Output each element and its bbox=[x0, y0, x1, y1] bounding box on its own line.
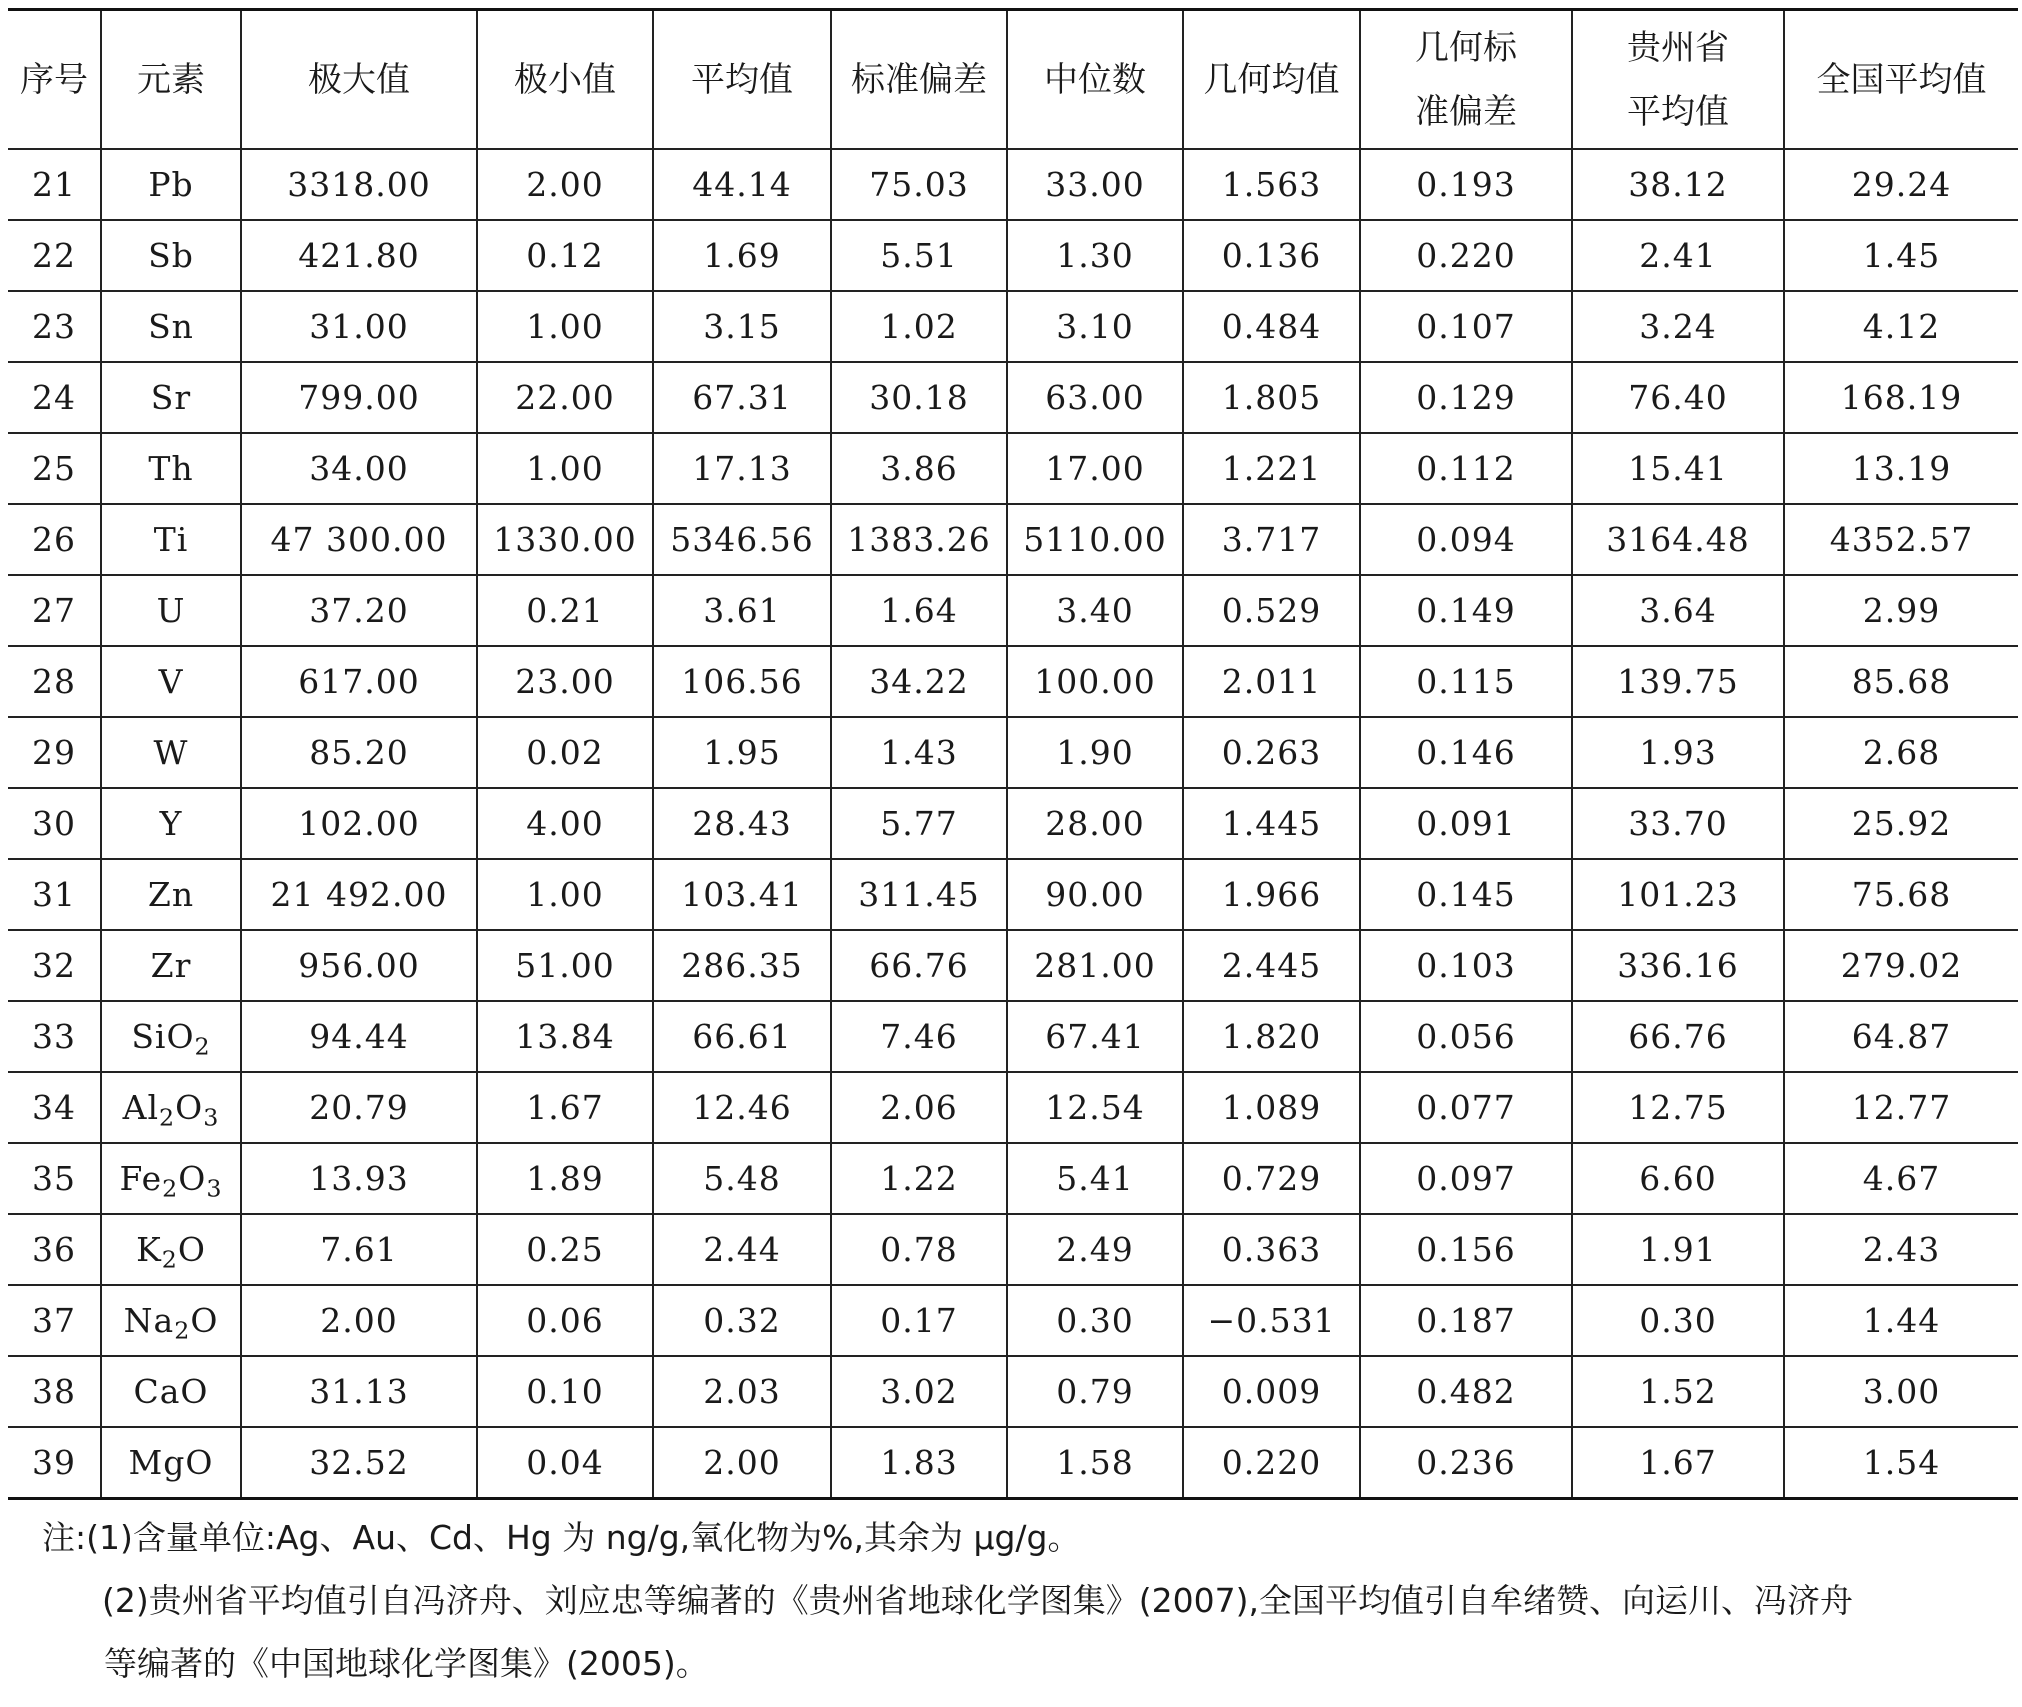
table-cell-min: 51.00 bbox=[477, 930, 653, 1001]
table-row bbox=[8, 433, 2018, 504]
table-cell-max: 47 300.00 bbox=[241, 504, 477, 575]
table-cell-geo-mean: −0.531 bbox=[1183, 1285, 1360, 1356]
table-row bbox=[8, 1214, 2018, 1285]
table-cell-median: 3.10 bbox=[1007, 291, 1183, 362]
table-cell-element: Zr bbox=[101, 930, 241, 1001]
table-cell-geo-std: 0.482 bbox=[1360, 1356, 1572, 1427]
table-cell-geo-mean: 0.263 bbox=[1183, 717, 1360, 788]
table-cell-guizhou: 1.91 bbox=[1572, 1214, 1784, 1285]
table-cell-national: 4.12 bbox=[1784, 291, 2018, 362]
table-cell-geo-mean: 1.221 bbox=[1183, 433, 1360, 504]
table-cell-geo-mean: 2.011 bbox=[1183, 646, 1360, 717]
table-cell-guizhou: 66.76 bbox=[1572, 1001, 1784, 1072]
formula-subscript: 2 bbox=[159, 1103, 176, 1132]
table-cell-geo-mean: 0.529 bbox=[1183, 575, 1360, 646]
table-cell-national: 4352.57 bbox=[1784, 504, 2018, 575]
table-cell-guizhou: 6.60 bbox=[1572, 1143, 1784, 1214]
table-cell-geo-std: 0.236 bbox=[1360, 1427, 1572, 1499]
table-cell-mean: 66.61 bbox=[653, 1001, 831, 1072]
table-cell-mean: 12.46 bbox=[653, 1072, 831, 1143]
table-cell-guizhou: 3164.48 bbox=[1572, 504, 1784, 575]
table-cell-max: 31.00 bbox=[241, 291, 477, 362]
table-cell-guizhou: 139.75 bbox=[1572, 646, 1784, 717]
table-cell-max: 2.00 bbox=[241, 1285, 477, 1356]
table-cell-min: 0.25 bbox=[477, 1214, 653, 1285]
table-cell-geo-std: 0.094 bbox=[1360, 504, 1572, 575]
table-row bbox=[8, 788, 2018, 859]
table-cell-guizhou: 76.40 bbox=[1572, 362, 1784, 433]
table-cell-element: Sb bbox=[101, 220, 241, 291]
table-cell-guizhou: 33.70 bbox=[1572, 788, 1784, 859]
table-cell-min: 0.12 bbox=[477, 220, 653, 291]
table-cell-no: 24 bbox=[8, 362, 101, 433]
table-cell-element: MgO bbox=[101, 1427, 241, 1499]
column-header-line: 准偏差 bbox=[1415, 91, 1517, 132]
column-header: 元素 bbox=[101, 10, 241, 150]
table-cell-element bbox=[101, 1143, 241, 1214]
table-cell-guizhou: 1.93 bbox=[1572, 717, 1784, 788]
table-cell-std: 34.22 bbox=[831, 646, 1007, 717]
table-cell-guizhou: 1.67 bbox=[1572, 1427, 1784, 1499]
table-cell-min: 0.21 bbox=[477, 575, 653, 646]
table-cell-max: 799.00 bbox=[241, 362, 477, 433]
table-cell-geo-std: 0.187 bbox=[1360, 1285, 1572, 1356]
table-cell-max: 21 492.00 bbox=[241, 859, 477, 930]
table-header-row bbox=[8, 10, 2018, 150]
column-header: 几何均值 bbox=[1183, 10, 1360, 150]
table-cell-std: 75.03 bbox=[831, 149, 1007, 220]
table-cell-geo-mean: 1.820 bbox=[1183, 1001, 1360, 1072]
table-cell-geo-mean: 0.484 bbox=[1183, 291, 1360, 362]
table-cell-median: 5110.00 bbox=[1007, 504, 1183, 575]
table-cell-element bbox=[101, 1001, 241, 1072]
table-cell-max: 34.00 bbox=[241, 433, 477, 504]
table-row bbox=[8, 220, 2018, 291]
column-header-line: 贵州省 bbox=[1627, 27, 1729, 68]
table-cell-element: Th bbox=[101, 433, 241, 504]
formula-part: Fe bbox=[119, 1159, 163, 1198]
formula-subscript: 2 bbox=[174, 1316, 191, 1345]
table-cell-national: 4.67 bbox=[1784, 1143, 2018, 1214]
table-cell-median: 90.00 bbox=[1007, 859, 1183, 930]
table-cell-min: 2.00 bbox=[477, 149, 653, 220]
table-cell-national: 1.45 bbox=[1784, 220, 2018, 291]
table-cell-max: 31.13 bbox=[241, 1356, 477, 1427]
column-header bbox=[1572, 10, 1784, 150]
table-cell-median: 12.54 bbox=[1007, 1072, 1183, 1143]
table-row bbox=[8, 1001, 2018, 1072]
formula-part: O bbox=[175, 1088, 204, 1127]
table-row bbox=[8, 717, 2018, 788]
table-row bbox=[8, 1143, 2018, 1214]
table-row bbox=[8, 1427, 2018, 1499]
formula-subscript: 3 bbox=[206, 1174, 223, 1203]
table-cell-mean: 2.44 bbox=[653, 1214, 831, 1285]
table-cell-std: 1383.26 bbox=[831, 504, 1007, 575]
note-2-continued: 等编著的《中国地球化学图集》(2005)。 bbox=[104, 1644, 709, 1683]
table-cell-median: 33.00 bbox=[1007, 149, 1183, 220]
column-header: 极小值 bbox=[477, 10, 653, 150]
table-cell-mean: 2.00 bbox=[653, 1427, 831, 1499]
table-cell-geo-std: 0.077 bbox=[1360, 1072, 1572, 1143]
table-cell-element bbox=[101, 1072, 241, 1143]
table-cell-no: 27 bbox=[8, 575, 101, 646]
table-cell-std: 0.17 bbox=[831, 1285, 1007, 1356]
table-cell-mean: 106.56 bbox=[653, 646, 831, 717]
table-cell-max: 102.00 bbox=[241, 788, 477, 859]
table-row bbox=[8, 1072, 2018, 1143]
table-cell-no: 32 bbox=[8, 930, 101, 1001]
table-cell-geo-std: 0.115 bbox=[1360, 646, 1572, 717]
table-cell-std: 7.46 bbox=[831, 1001, 1007, 1072]
table-cell-national: 29.24 bbox=[1784, 149, 2018, 220]
table-cell-std: 1.43 bbox=[831, 717, 1007, 788]
table-cell-guizhou: 38.12 bbox=[1572, 149, 1784, 220]
table-cell-mean: 1.69 bbox=[653, 220, 831, 291]
table-cell-min: 0.06 bbox=[477, 1285, 653, 1356]
table-cell-geo-std: 0.220 bbox=[1360, 220, 1572, 291]
table-cell-geo-std: 0.112 bbox=[1360, 433, 1572, 504]
table-body bbox=[8, 149, 2018, 1499]
table-cell-max: 3318.00 bbox=[241, 149, 477, 220]
table-cell-min: 4.00 bbox=[477, 788, 653, 859]
table-cell-mean: 5346.56 bbox=[653, 504, 831, 575]
table-cell-median: 100.00 bbox=[1007, 646, 1183, 717]
table-cell-min: 1.67 bbox=[477, 1072, 653, 1143]
table-cell-guizhou: 15.41 bbox=[1572, 433, 1784, 504]
table-cell-max: 32.52 bbox=[241, 1427, 477, 1499]
table-cell-geo-std: 0.091 bbox=[1360, 788, 1572, 859]
table-cell-min: 1.89 bbox=[477, 1143, 653, 1214]
table-cell-national: 64.87 bbox=[1784, 1001, 2018, 1072]
table-cell-national: 279.02 bbox=[1784, 930, 2018, 1001]
table-cell-max: 94.44 bbox=[241, 1001, 477, 1072]
table-row bbox=[8, 646, 2018, 717]
formula-part: O bbox=[177, 1230, 206, 1269]
table-cell-element: W bbox=[101, 717, 241, 788]
table-cell-geo-mean: 0.136 bbox=[1183, 220, 1360, 291]
table-cell-std: 66.76 bbox=[831, 930, 1007, 1001]
table-cell-min: 23.00 bbox=[477, 646, 653, 717]
table-cell-geo-std: 0.145 bbox=[1360, 859, 1572, 930]
table-cell-national: 168.19 bbox=[1784, 362, 2018, 433]
table-cell-no: 31 bbox=[8, 859, 101, 930]
table-cell-element: Zn bbox=[101, 859, 241, 930]
table-cell-no: 22 bbox=[8, 220, 101, 291]
table-cell-no: 26 bbox=[8, 504, 101, 575]
table-cell-geo-std: 0.056 bbox=[1360, 1001, 1572, 1072]
table-cell-no: 30 bbox=[8, 788, 101, 859]
data-table-container bbox=[8, 8, 2018, 1500]
table-cell-std: 3.86 bbox=[831, 433, 1007, 504]
formula-part: SiO bbox=[131, 1017, 195, 1056]
table-cell-std: 0.78 bbox=[831, 1214, 1007, 1285]
table-cell-geo-std: 0.107 bbox=[1360, 291, 1572, 362]
table-cell-median: 5.41 bbox=[1007, 1143, 1183, 1214]
table-cell-median: 1.58 bbox=[1007, 1427, 1183, 1499]
table-cell-national: 1.44 bbox=[1784, 1285, 2018, 1356]
table-cell-geo-mean: 0.220 bbox=[1183, 1427, 1360, 1499]
table-cell-element: Ti bbox=[101, 504, 241, 575]
table-cell-geo-mean: 1.563 bbox=[1183, 149, 1360, 220]
formula-subscript: 2 bbox=[162, 1174, 179, 1203]
table-cell-median: 17.00 bbox=[1007, 433, 1183, 504]
column-header: 平均值 bbox=[653, 10, 831, 150]
table-cell-min: 22.00 bbox=[477, 362, 653, 433]
table-cell-mean: 0.32 bbox=[653, 1285, 831, 1356]
table-cell-no: 39 bbox=[8, 1427, 101, 1499]
table-cell-guizhou: 12.75 bbox=[1572, 1072, 1784, 1143]
table-cell-geo-mean: 3.717 bbox=[1183, 504, 1360, 575]
table-cell-mean: 286.35 bbox=[653, 930, 831, 1001]
formula-subscript: 2 bbox=[194, 1032, 211, 1061]
table-cell-median: 3.40 bbox=[1007, 575, 1183, 646]
table-cell-mean: 44.14 bbox=[653, 149, 831, 220]
table-cell-mean: 67.31 bbox=[653, 362, 831, 433]
table-cell-min: 0.04 bbox=[477, 1427, 653, 1499]
table-cell-geo-mean: 2.445 bbox=[1183, 930, 1360, 1001]
table-cell-guizhou: 0.30 bbox=[1572, 1285, 1784, 1356]
table-notes bbox=[42, 1506, 2002, 1695]
table-cell-min: 1.00 bbox=[477, 859, 653, 930]
table-cell-no: 34 bbox=[8, 1072, 101, 1143]
table-cell-std: 1.83 bbox=[831, 1427, 1007, 1499]
table-cell-median: 1.90 bbox=[1007, 717, 1183, 788]
table-cell-national: 3.00 bbox=[1784, 1356, 2018, 1427]
table-cell-geo-std: 0.156 bbox=[1360, 1214, 1572, 1285]
column-header bbox=[1360, 10, 1572, 150]
column-header: 全国平均值 bbox=[1784, 10, 2018, 150]
table-cell-max: 956.00 bbox=[241, 930, 477, 1001]
table-cell-mean: 17.13 bbox=[653, 433, 831, 504]
table-row bbox=[8, 1285, 2018, 1356]
table-cell-std: 30.18 bbox=[831, 362, 1007, 433]
table-cell-std: 3.02 bbox=[831, 1356, 1007, 1427]
column-header: 中位数 bbox=[1007, 10, 1183, 150]
table-cell-geo-std: 0.103 bbox=[1360, 930, 1572, 1001]
table-cell-geo-std: 0.149 bbox=[1360, 575, 1572, 646]
table-cell-no: 23 bbox=[8, 291, 101, 362]
table-cell-min: 0.02 bbox=[477, 717, 653, 788]
table-cell-national: 2.99 bbox=[1784, 575, 2018, 646]
table-cell-max: 37.20 bbox=[241, 575, 477, 646]
table-cell-guizhou: 3.64 bbox=[1572, 575, 1784, 646]
table-cell-national: 85.68 bbox=[1784, 646, 2018, 717]
table-cell-no: 37 bbox=[8, 1285, 101, 1356]
table-cell-no: 25 bbox=[8, 433, 101, 504]
formula-part: Al bbox=[122, 1088, 160, 1127]
table-row bbox=[8, 1356, 2018, 1427]
table-cell-geo-std: 0.146 bbox=[1360, 717, 1572, 788]
table-cell-geo-std: 0.097 bbox=[1360, 1143, 1572, 1214]
table-cell-geo-mean: 1.445 bbox=[1183, 788, 1360, 859]
note-2: (2)贵州省平均值引自冯济舟、刘应忠等编著的《贵州省地球化学图集》(2007),全国平均值引自牟绪赞、向运川、冯济舟 bbox=[102, 1581, 1853, 1620]
table-cell-median: 63.00 bbox=[1007, 362, 1183, 433]
table-cell-min: 0.10 bbox=[477, 1356, 653, 1427]
table-cell-mean: 28.43 bbox=[653, 788, 831, 859]
column-header: 极大值 bbox=[241, 10, 477, 150]
table-cell-median: 2.49 bbox=[1007, 1214, 1183, 1285]
table-cell-std: 1.22 bbox=[831, 1143, 1007, 1214]
column-header: 序号 bbox=[8, 10, 101, 150]
table-cell-std: 5.77 bbox=[831, 788, 1007, 859]
table-cell-min: 1.00 bbox=[477, 433, 653, 504]
table-cell-median: 0.30 bbox=[1007, 1285, 1183, 1356]
table-cell-element: U bbox=[101, 575, 241, 646]
table-row bbox=[8, 149, 2018, 220]
table-cell-std: 311.45 bbox=[831, 859, 1007, 930]
table-cell-std: 1.02 bbox=[831, 291, 1007, 362]
table-cell-median: 0.79 bbox=[1007, 1356, 1183, 1427]
table-cell-no: 36 bbox=[8, 1214, 101, 1285]
table-cell-geo-std: 0.129 bbox=[1360, 362, 1572, 433]
table-cell-median: 28.00 bbox=[1007, 788, 1183, 859]
table-cell-std: 1.64 bbox=[831, 575, 1007, 646]
table-row bbox=[8, 575, 2018, 646]
table-cell-no: 29 bbox=[8, 717, 101, 788]
table-row bbox=[8, 362, 2018, 433]
table-cell-max: 617.00 bbox=[241, 646, 477, 717]
table-cell-max: 13.93 bbox=[241, 1143, 477, 1214]
table-cell-no: 33 bbox=[8, 1001, 101, 1072]
column-header-line: 几何标 bbox=[1415, 27, 1517, 68]
table-cell-no: 28 bbox=[8, 646, 101, 717]
data-table bbox=[8, 8, 2018, 1500]
table-cell-guizhou: 3.24 bbox=[1572, 291, 1784, 362]
table-cell-element: Sn bbox=[101, 291, 241, 362]
table-cell-national: 25.92 bbox=[1784, 788, 2018, 859]
table-cell-median: 281.00 bbox=[1007, 930, 1183, 1001]
table-cell-national: 12.77 bbox=[1784, 1072, 2018, 1143]
table-cell-std: 2.06 bbox=[831, 1072, 1007, 1143]
table-row bbox=[8, 504, 2018, 575]
table-cell-element: CaO bbox=[101, 1356, 241, 1427]
table-cell-geo-mean: 1.089 bbox=[1183, 1072, 1360, 1143]
table-cell-element: V bbox=[101, 646, 241, 717]
table-cell-national: 2.43 bbox=[1784, 1214, 2018, 1285]
table-cell-guizhou: 2.41 bbox=[1572, 220, 1784, 291]
table-cell-mean: 5.48 bbox=[653, 1143, 831, 1214]
table-cell-max: 85.20 bbox=[241, 717, 477, 788]
table-row bbox=[8, 859, 2018, 930]
table-cell-mean: 1.95 bbox=[653, 717, 831, 788]
table-cell-max: 421.80 bbox=[241, 220, 477, 291]
table-cell-element: Y bbox=[101, 788, 241, 859]
table-cell-guizhou: 1.52 bbox=[1572, 1356, 1784, 1427]
table-cell-element: Sr bbox=[101, 362, 241, 433]
table-cell-median: 1.30 bbox=[1007, 220, 1183, 291]
table-cell-mean: 103.41 bbox=[653, 859, 831, 930]
table-cell-national: 2.68 bbox=[1784, 717, 2018, 788]
table-cell-geo-mean: 0.363 bbox=[1183, 1214, 1360, 1285]
table-cell-min: 1.00 bbox=[477, 291, 653, 362]
table-cell-geo-std: 0.193 bbox=[1360, 149, 1572, 220]
table-cell-min: 13.84 bbox=[477, 1001, 653, 1072]
table-cell-element: Pb bbox=[101, 149, 241, 220]
table-cell-min: 1330.00 bbox=[477, 504, 653, 575]
table-cell-national: 75.68 bbox=[1784, 859, 2018, 930]
table-cell-median: 67.41 bbox=[1007, 1001, 1183, 1072]
column-header-line: 平均值 bbox=[1627, 91, 1729, 132]
table-cell-geo-mean: 1.805 bbox=[1183, 362, 1360, 433]
formula-subscript: 2 bbox=[161, 1245, 178, 1274]
table-cell-mean: 3.15 bbox=[653, 291, 831, 362]
table-cell-max: 20.79 bbox=[241, 1072, 477, 1143]
note-1: 注:(1)含量单位:Ag、Au、Cd、Hg 为 ng/g,氧化物为%,其余为 μg/g。 bbox=[42, 1518, 1081, 1557]
table-cell-no: 35 bbox=[8, 1143, 101, 1214]
formula-part: K bbox=[136, 1230, 162, 1269]
formula-subscript: 3 bbox=[203, 1103, 220, 1132]
table-cell-geo-mean: 1.966 bbox=[1183, 859, 1360, 930]
table-cell-guizhou: 101.23 bbox=[1572, 859, 1784, 930]
table-row bbox=[8, 291, 2018, 362]
table-cell-max: 7.61 bbox=[241, 1214, 477, 1285]
table-cell-mean: 2.03 bbox=[653, 1356, 831, 1427]
table-cell-element bbox=[101, 1285, 241, 1356]
table-cell-guizhou: 336.16 bbox=[1572, 930, 1784, 1001]
table-cell-geo-mean: 0.729 bbox=[1183, 1143, 1360, 1214]
table-cell-mean: 3.61 bbox=[653, 575, 831, 646]
formula-part: Na bbox=[123, 1301, 175, 1340]
table-row bbox=[8, 930, 2018, 1001]
table-cell-element bbox=[101, 1214, 241, 1285]
column-header: 标准偏差 bbox=[831, 10, 1007, 150]
table-cell-std: 5.51 bbox=[831, 220, 1007, 291]
table-cell-geo-mean: 0.009 bbox=[1183, 1356, 1360, 1427]
table-cell-national: 1.54 bbox=[1784, 1427, 2018, 1499]
table-cell-no: 38 bbox=[8, 1356, 101, 1427]
formula-part: O bbox=[190, 1301, 219, 1340]
table-cell-no: 21 bbox=[8, 149, 101, 220]
table-cell-national: 13.19 bbox=[1784, 433, 2018, 504]
formula-part: O bbox=[178, 1159, 207, 1198]
